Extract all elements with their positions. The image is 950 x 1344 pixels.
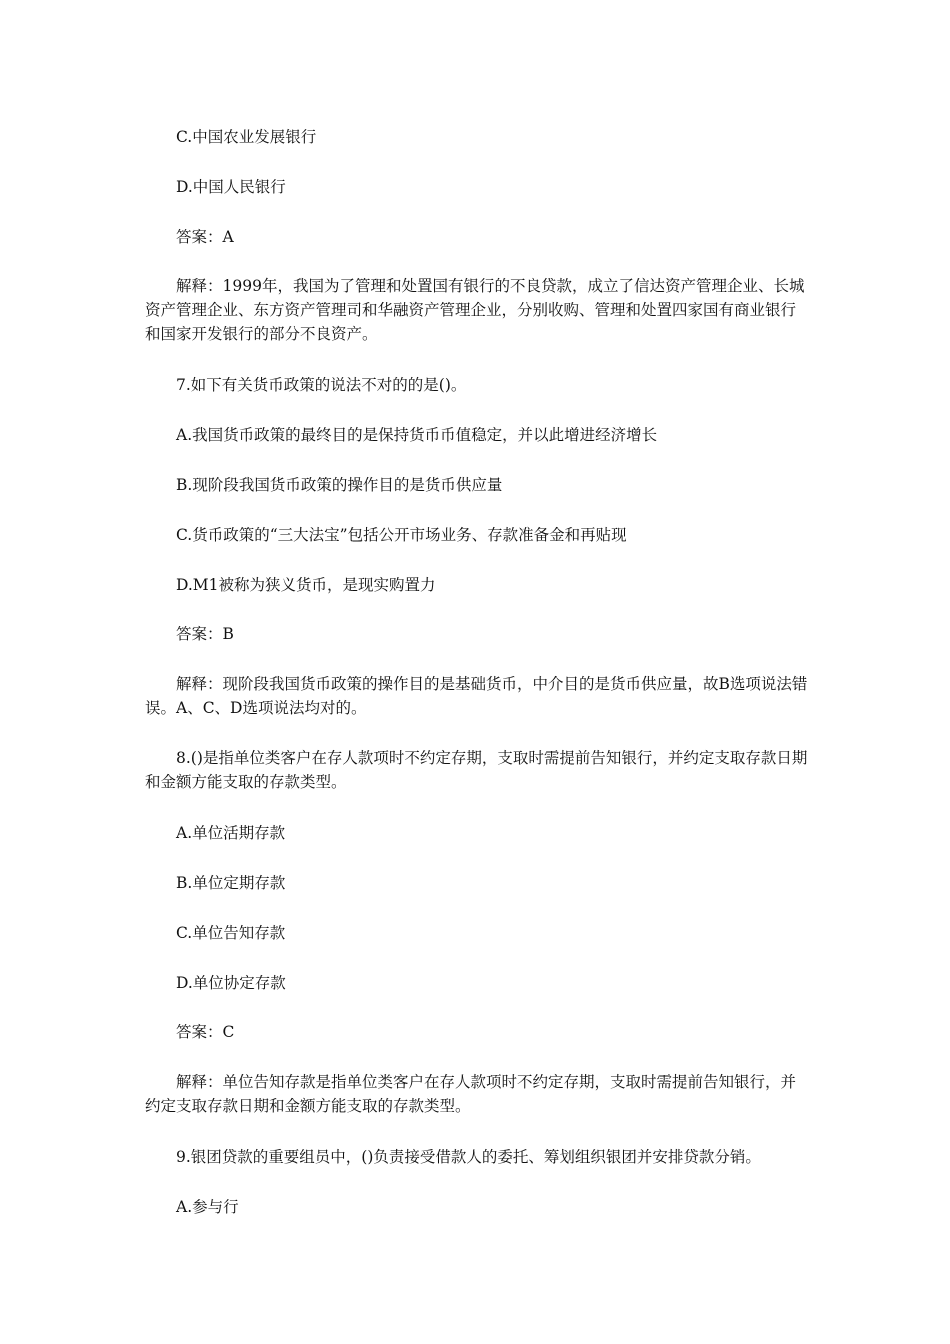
question-9: 9.银团贷款的重要组员中，()负责接受借款人的委托、筹划组织银团并安排贷款分销。 xyxy=(176,1148,761,1166)
explanation-q8: 解释：单位告知存款是指单位类客户在存人款项时不约定存期，支取时需提前告知银行，并约定支取存款日期和金额方能支取的存款类型。 xyxy=(145,1073,797,1115)
option-d-q7: D.M1被称为狭义货币，是现实购置力 xyxy=(176,576,436,594)
option-a-q8: A.单位活期存款 xyxy=(176,824,286,842)
explanation-q7: 解释：现阶段我国货币政策的操作目的是基础货币，中介目的是货币供应量，故B选项说法错误。A、C、D选项说法均对的。 xyxy=(145,675,808,717)
option-c-q8: C.单位告知存款 xyxy=(176,924,286,942)
answer-q7: 答案：B xyxy=(176,625,234,643)
option-c-q7: C.货币政策的“三大法宝”包括公开市场业务、存款准备金和再贴现 xyxy=(176,526,627,544)
option-b-q8: B.单位定期存款 xyxy=(176,874,286,892)
option-d-q8: D.单位协定存款 xyxy=(176,974,286,992)
answer-q6: 答案：A xyxy=(176,228,234,246)
question-7: 7.如下有关货币政策的说法不对的的是()。 xyxy=(176,376,467,394)
explanation-q6: 解释：1999年，我国为了管理和处置国有银行的不良贷款，成立了信达资产管理企业、长城资产管理企业、东方资产管理司和华融资产管理企业，分别收购、管理和处置四家国有商业银行和国家开发银行的部分不良资产。 xyxy=(145,277,805,343)
answer-q8: 答案：C xyxy=(176,1023,235,1041)
option-c-q6: C.中国农业发展银行 xyxy=(176,128,317,146)
question-8: 8.()是指单位类客户在存人款项时不约定存期，支取时需提前告知银行，并约定支取存款日期和金额方能支取的存款类型。 xyxy=(145,749,808,791)
option-b-q7: B.现阶段我国货币政策的操作目的是货币供应量 xyxy=(176,476,503,494)
option-a-q7: A.我国货币政策的最终目的是保持货币币值稳定，并以此增进经济增长 xyxy=(176,426,658,444)
option-a-q9: A.参与行 xyxy=(176,1198,239,1216)
option-d-q6: D.中国人民银行 xyxy=(176,178,286,196)
